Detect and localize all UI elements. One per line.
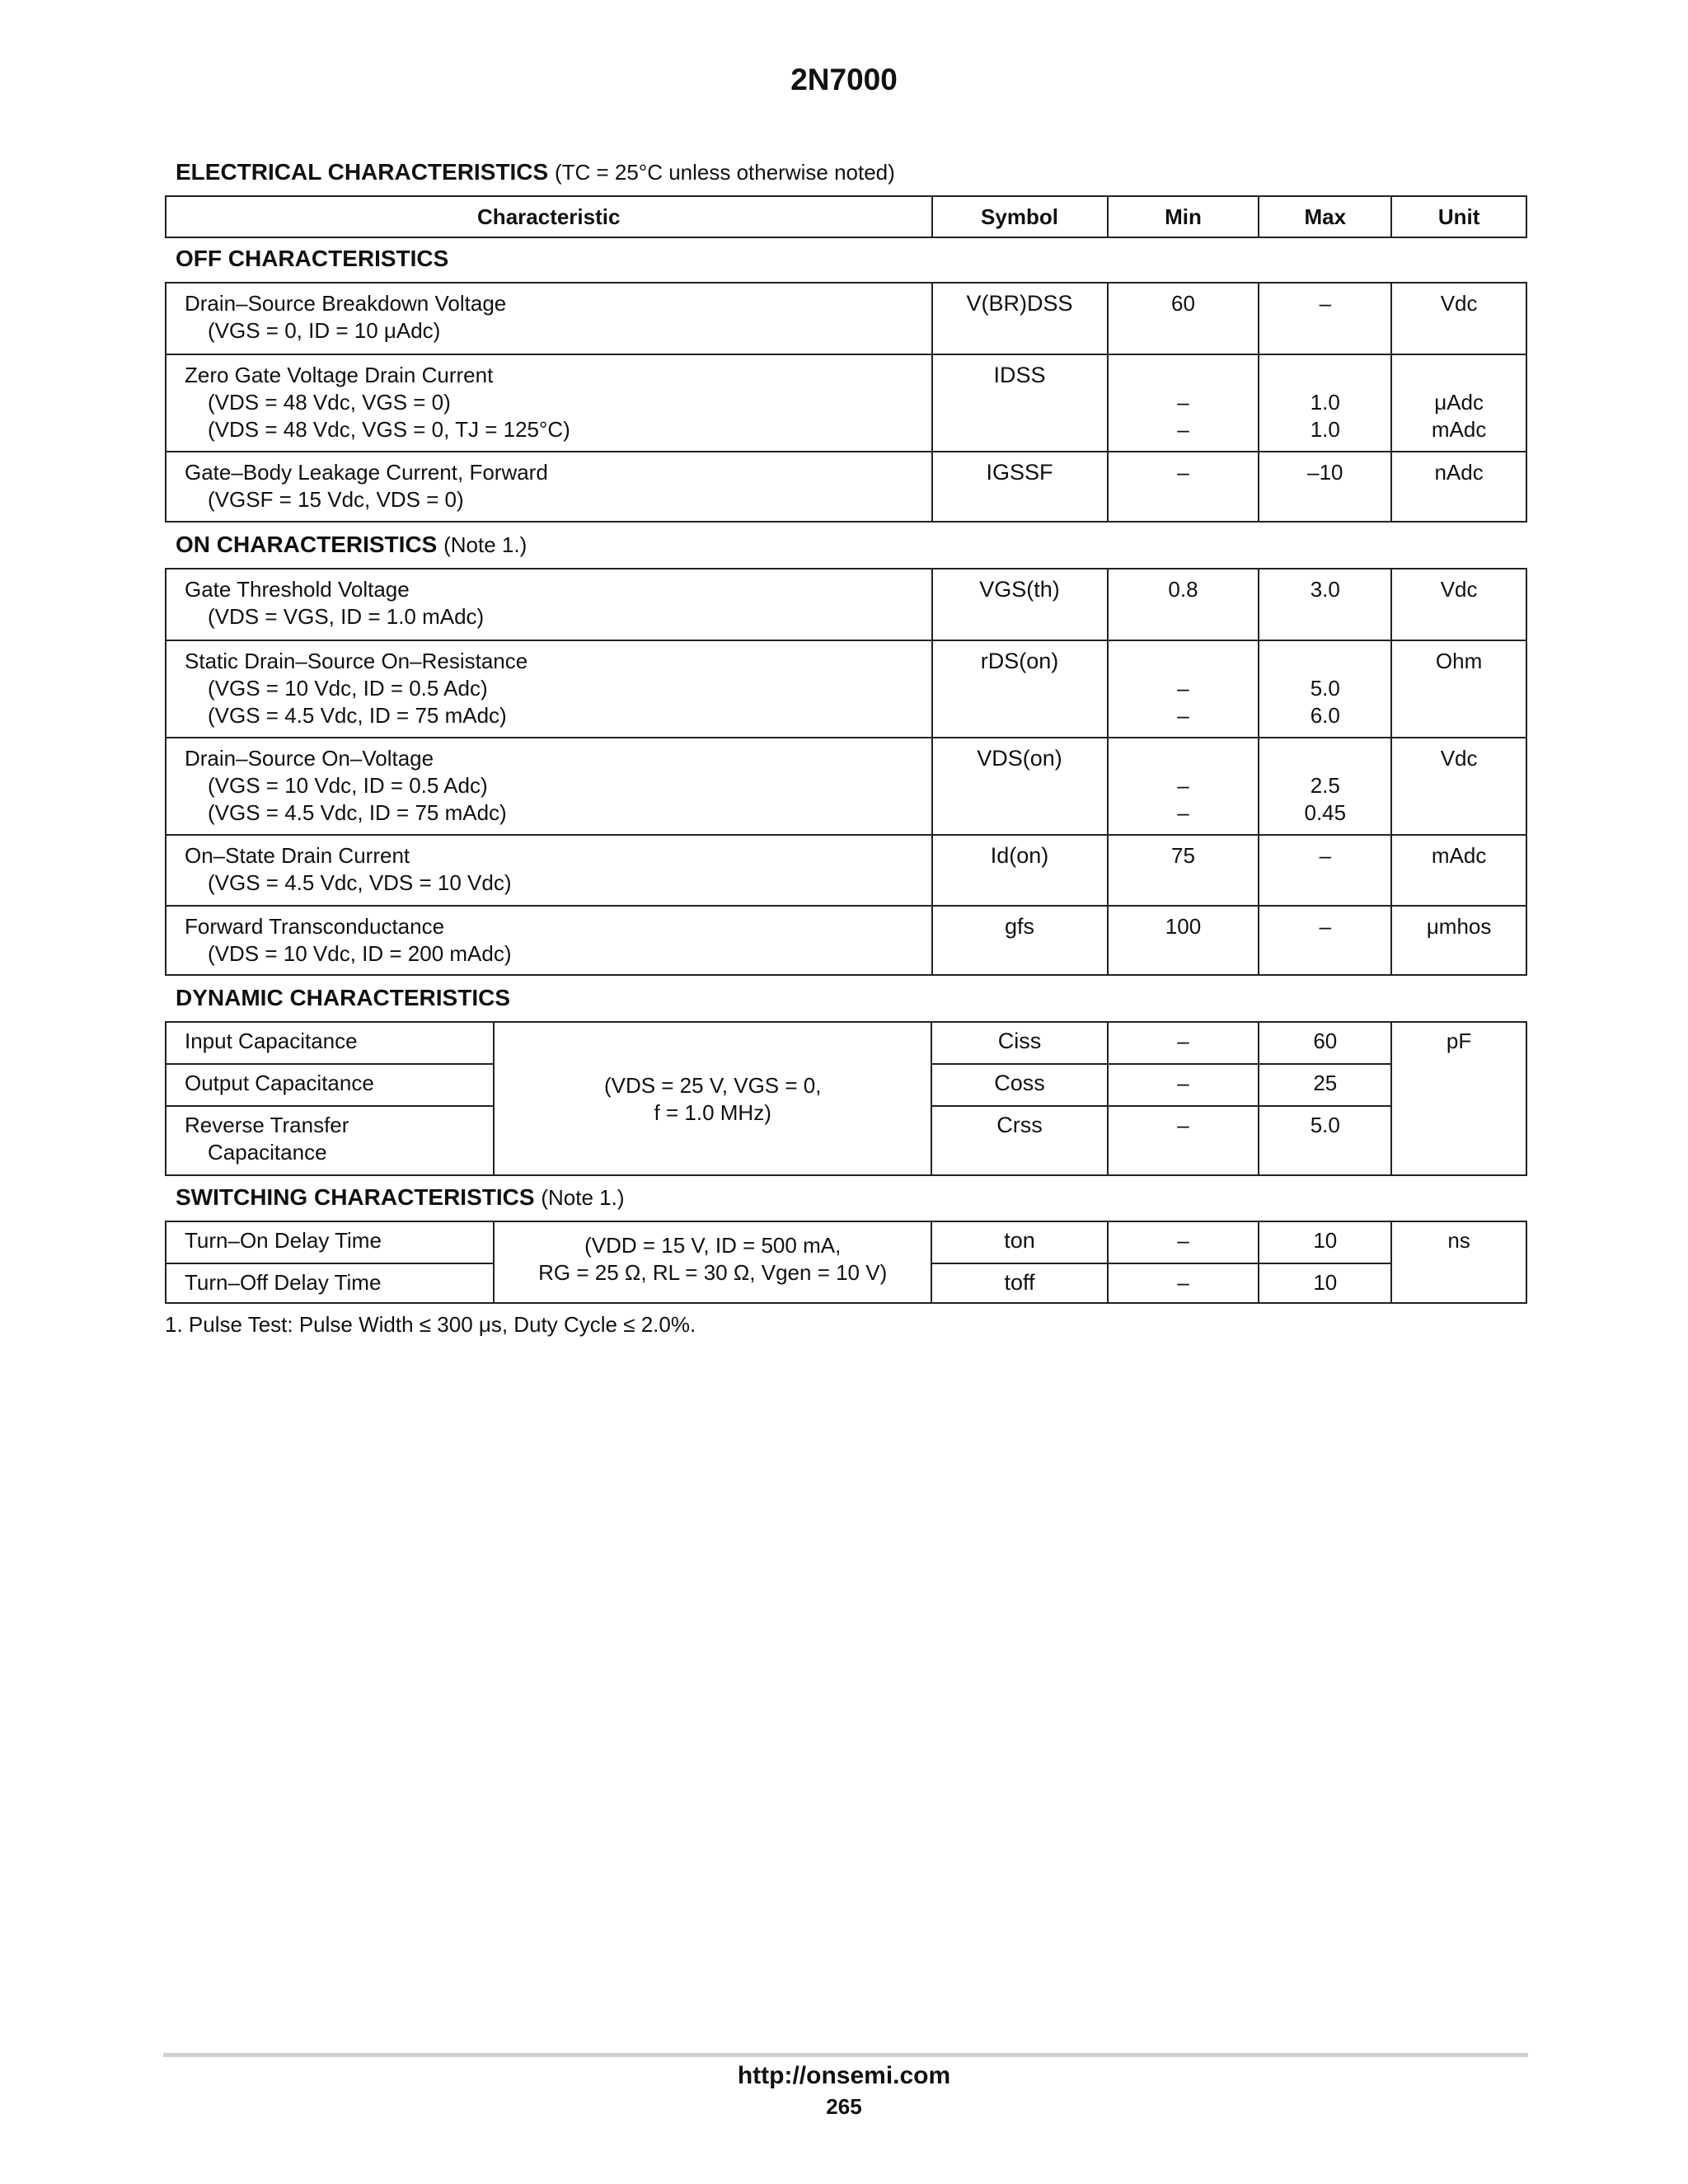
param-unit: mAdc <box>1431 417 1487 442</box>
footnote: 1. Pulse Test: Pulse Width ≤ 300 μs, Duty Cycle ≤ 2.0%. <box>165 1312 696 1337</box>
test-condition: f = 1.0 MHz) <box>654 1100 771 1125</box>
param-min: 60 <box>1108 283 1259 354</box>
param-condition: (VGS = 4.5 Vdc, ID = 75 mAdc) <box>208 800 507 825</box>
table-row <box>166 1221 1526 1263</box>
param-unit: Vdc <box>1391 283 1526 354</box>
on-characteristics-heading <box>176 532 527 558</box>
footer-divider <box>163 2053 1528 2057</box>
param-name: Output Capacitance <box>166 1064 494 1106</box>
param-unit: ns <box>1391 1221 1526 1303</box>
param-min: 0.8 <box>1108 569 1259 640</box>
param-min: – <box>1108 452 1259 522</box>
table-row <box>166 835 1526 906</box>
param-max: 0.45 <box>1304 800 1347 825</box>
param-max: – <box>1259 283 1391 354</box>
param-condition: (VDS = 48 Vdc, VGS = 0, TJ = 125°C) <box>208 417 570 442</box>
param-min: – <box>1108 1064 1259 1106</box>
param-max: –10 <box>1259 452 1391 522</box>
param-max: – <box>1259 835 1391 906</box>
param-unit: μmhos <box>1391 906 1526 975</box>
param-min: – <box>1177 800 1189 825</box>
param-symbol: Crss <box>931 1106 1107 1175</box>
param-name: Capacitance <box>208 1140 327 1165</box>
param-min: – <box>1108 1221 1259 1263</box>
test-condition: (VDD = 15 V, ID = 500 mA, <box>584 1233 842 1258</box>
switching-characteristics-heading <box>176 1184 624 1211</box>
on-title: ON CHARACTERISTICS <box>176 532 438 557</box>
dynamic-characteristics-table <box>165 1021 1527 1176</box>
param-name: Zero Gate Voltage Drain Current <box>185 363 494 387</box>
switching-note: (Note 1.) <box>541 1185 625 1210</box>
param-max: 5.0 <box>1259 1106 1391 1175</box>
table-row <box>166 906 1526 975</box>
param-unit: pF <box>1391 1022 1526 1175</box>
electrical-characteristics-heading <box>176 159 895 185</box>
switching-characteristics-table <box>165 1221 1527 1304</box>
param-min: – <box>1108 1106 1259 1175</box>
param-symbol: Id(on) <box>932 835 1108 906</box>
param-unit: Vdc <box>1391 738 1526 835</box>
param-min: 100 <box>1108 906 1259 975</box>
electrical-title: ELECTRICAL CHARACTERISTICS <box>176 159 549 185</box>
param-min: – <box>1108 1022 1259 1064</box>
param-name: On–State Drain Current <box>185 843 410 868</box>
on-characteristics-table <box>165 568 1527 976</box>
test-condition: (VDS = 25 V, VGS = 0, <box>603 1073 822 1098</box>
param-symbol: IDSS <box>932 354 1108 452</box>
param-min: 75 <box>1108 835 1259 906</box>
table-row <box>166 283 1526 354</box>
table-row <box>166 640 1526 738</box>
param-condition: (VDS = 10 Vdc, ID = 200 mAdc) <box>208 941 512 966</box>
on-note: (Note 1.) <box>443 532 528 557</box>
param-max: – <box>1259 906 1391 975</box>
param-max: 25 <box>1259 1064 1391 1106</box>
param-symbol: toff <box>931 1263 1107 1303</box>
col-min: Min <box>1108 196 1259 237</box>
param-min: – <box>1108 1263 1259 1303</box>
col-unit: Unit <box>1391 196 1526 237</box>
param-min: – <box>1177 390 1189 415</box>
param-unit: mAdc <box>1391 835 1526 906</box>
param-name: Turn–On Delay Time <box>166 1221 494 1263</box>
param-symbol: rDS(on) <box>932 640 1108 738</box>
param-symbol: V(BR)DSS <box>932 283 1108 354</box>
param-max: 3.0 <box>1259 569 1391 640</box>
electrical-condition: (TC = 25°C unless otherwise noted) <box>554 160 895 185</box>
col-max: Max <box>1259 196 1391 237</box>
test-condition: RG = 25 Ω, RL = 30 Ω, Vgen = 10 V) <box>538 1260 888 1285</box>
param-symbol: IGSSF <box>932 452 1108 522</box>
param-unit: μAdc <box>1434 390 1484 415</box>
table-row <box>166 738 1526 835</box>
param-condition: (VGS = 4.5 Vdc, VDS = 10 Vdc) <box>208 870 512 895</box>
param-min: – <box>1177 676 1189 701</box>
param-max: 2.5 <box>1310 773 1340 798</box>
table-row <box>166 354 1526 452</box>
param-condition: (VGSF = 15 Vdc, VDS = 0) <box>208 487 464 512</box>
page-number: 265 <box>826 2094 862 2119</box>
param-min: – <box>1177 417 1189 442</box>
table-row <box>166 569 1526 640</box>
param-max: 10 <box>1259 1263 1391 1303</box>
param-name: Gate–Body Leakage Current, Forward <box>185 460 548 485</box>
param-condition: (VGS = 4.5 Vdc, ID = 75 mAdc) <box>208 703 507 728</box>
param-name: Drain–Source On–Voltage <box>185 746 434 771</box>
col-characteristic: Characteristic <box>166 196 932 237</box>
param-unit: Ohm <box>1391 640 1526 738</box>
param-symbol: VDS(on) <box>932 738 1108 835</box>
off-characteristics-heading: OFF CHARACTERISTICS <box>176 246 449 271</box>
param-symbol: Coss <box>931 1064 1107 1106</box>
param-max: 1.0 <box>1310 417 1340 442</box>
param-max: 1.0 <box>1310 390 1340 415</box>
param-condition: (VDS = 48 Vdc, VGS = 0) <box>208 390 451 415</box>
param-max: 10 <box>1259 1221 1391 1263</box>
param-symbol: ton <box>931 1221 1107 1263</box>
param-min: – <box>1177 703 1189 728</box>
table-row <box>166 1022 1526 1064</box>
param-max: 6.0 <box>1310 703 1340 728</box>
param-symbol: gfs <box>932 906 1108 975</box>
switching-title: SWITCHING CHARACTERISTICS <box>176 1184 535 1210</box>
param-name: Reverse Transfer <box>185 1113 349 1137</box>
param-symbol: VGS(th) <box>932 569 1108 640</box>
param-symbol: Ciss <box>931 1022 1107 1064</box>
dynamic-characteristics-heading: DYNAMIC CHARACTERISTICS <box>176 985 510 1010</box>
column-header-table <box>165 195 1527 238</box>
param-name: Drain–Source Breakdown Voltage <box>185 291 507 316</box>
param-min: – <box>1177 773 1189 798</box>
param-unit: nAdc <box>1391 452 1526 522</box>
param-name: Forward Transconductance <box>185 914 445 939</box>
param-condition: (VDS = VGS, ID = 1.0 mAdc) <box>208 604 485 629</box>
param-condition: (VGS = 0, ID = 10 μAdc) <box>208 318 441 343</box>
param-name: Static Drain–Source On–Resistance <box>185 649 528 673</box>
param-name: Input Capacitance <box>166 1022 494 1064</box>
param-name: Turn–Off Delay Time <box>166 1263 494 1303</box>
param-unit: Vdc <box>1391 569 1526 640</box>
footer-url-link[interactable]: http://onsemi.com <box>737 2062 951 2089</box>
off-characteristics-table <box>165 282 1527 523</box>
param-condition: (VGS = 10 Vdc, ID = 0.5 Adc) <box>208 773 488 798</box>
param-condition: (VGS = 10 Vdc, ID = 0.5 Adc) <box>208 676 488 701</box>
param-max: 5.0 <box>1310 676 1340 701</box>
page-title: 2N7000 <box>790 63 898 96</box>
param-max: 60 <box>1259 1022 1391 1064</box>
col-symbol: Symbol <box>932 196 1108 237</box>
table-row <box>166 452 1526 522</box>
param-name: Gate Threshold Voltage <box>185 577 410 602</box>
